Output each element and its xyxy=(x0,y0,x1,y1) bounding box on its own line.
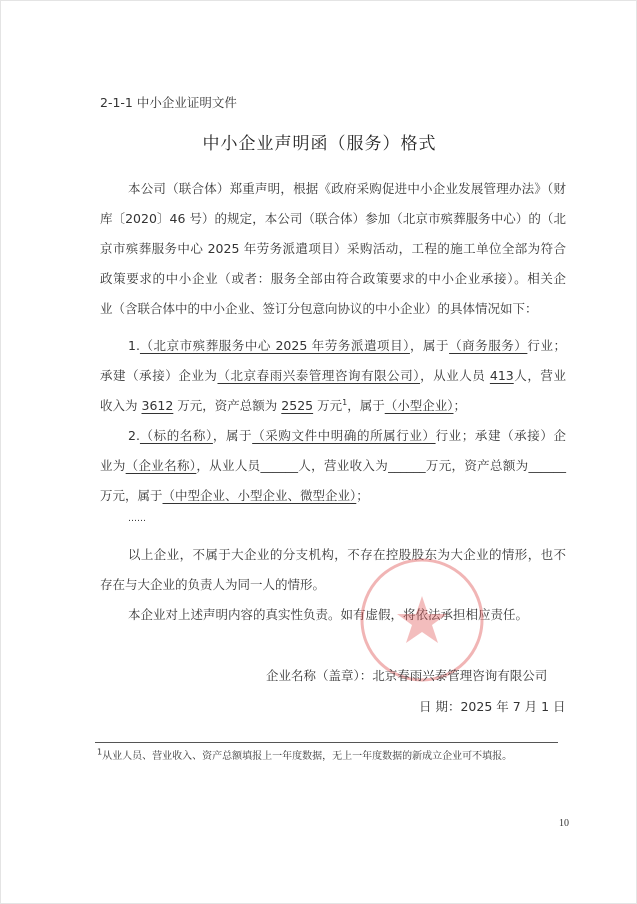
item1-line1 xyxy=(128,336,566,354)
project-name: （北京市殡葬服务中心 2025 年劳务派遣项目） xyxy=(139,338,410,353)
item2-line3 xyxy=(100,486,566,504)
text: ，属于 xyxy=(212,428,253,443)
intro-line: 本公司（联合体）郑重声明，根据《政府采购促进中小企业发展管理办法》（财 xyxy=(128,181,566,196)
footnote-text: 从业人员、营业收入、资产总额填报上一年度数据，无上一年度数据的新成立企业可不填报。 xyxy=(102,751,513,762)
staff-count: 413 xyxy=(489,368,514,383)
text: 人，营业 xyxy=(513,368,566,383)
item2-line2 xyxy=(100,456,566,474)
text: 业为 xyxy=(100,458,126,473)
revenue: 3612 xyxy=(141,398,174,413)
signature-company: 北京春雨兴泰管理咨询有限公司 xyxy=(372,668,548,683)
para2-line: 以上企业，不属于大企业的分支机构，不存在控股股东为大企业的情形，也不 xyxy=(128,547,566,562)
document-title: 中小企业声明函（服务）格式 xyxy=(202,134,437,154)
text: ，从业人员______人，营业收入为______万元，资产总额为______ xyxy=(196,458,566,473)
para2-line: 存在与大企业的负责人为同一人的情形。 xyxy=(100,577,326,592)
ellipsis: …… xyxy=(128,514,146,524)
intro-line: 业（含联合体中的中小企业、签订分包意向协议的中小企业）的具体情况如下： xyxy=(100,301,538,316)
text: 万元，资产总额为 xyxy=(177,398,278,413)
industry: （商务服务） xyxy=(449,338,528,353)
enterprise-size: （小型企业） xyxy=(384,398,454,413)
intro-line: 库〔2020〕46 号）的规定，本公司（联合体）参加（北京市殡葬服务中心）的（北 xyxy=(100,211,566,226)
section-label: 2-1-1 中小企业证明文件 xyxy=(100,95,237,110)
enterprise-size: （中型企业、小型企业、微型企业） xyxy=(162,488,357,503)
company-seal xyxy=(358,556,486,684)
text: ，属于 xyxy=(347,398,385,413)
signature-line xyxy=(266,666,547,684)
text: 万元，属于 xyxy=(100,488,163,503)
company-name: （企业名称） xyxy=(125,458,197,473)
signature-label: 企业名称（盖章）： xyxy=(266,668,373,683)
text: ，属于 xyxy=(409,338,450,353)
text: ，从业人员 xyxy=(420,368,486,383)
text: ； xyxy=(453,398,466,413)
item1-line2 xyxy=(100,366,566,384)
signature-date: 日 期：2025 年 7 月 1 日 xyxy=(419,699,566,714)
footnote-mark: 1 xyxy=(342,397,348,407)
text: 行业； xyxy=(527,338,566,353)
item-number: 2. xyxy=(128,428,140,443)
para3: 本企业对上述声明内容的真实性负责。如有虚假，将依法承担相应责任。 xyxy=(128,607,529,622)
text: 收入为 xyxy=(100,398,138,413)
text: 承建（承接）企业为 xyxy=(100,368,218,383)
intro-line: 政策要求的中小企业（或者：服务全部由符合政策要求的中小企业承接）。相关企 xyxy=(100,271,566,286)
item2-line1 xyxy=(128,426,566,444)
footnote-divider xyxy=(95,742,558,743)
project-name: （标的名称） xyxy=(139,428,213,443)
text: 万元 xyxy=(317,398,343,413)
item-number: 1. xyxy=(128,338,140,353)
assets: 2525 xyxy=(281,398,314,413)
company-name: （北京春雨兴泰管理咨询有限公司） xyxy=(217,368,421,383)
item1-line3 xyxy=(100,396,566,414)
text: ； xyxy=(356,488,369,503)
footnote xyxy=(97,747,512,762)
footnote-mark: 1 xyxy=(97,747,103,757)
industry: （采购文件中明确的所属行业） xyxy=(252,428,436,443)
text: 行业；承建（承接）企 xyxy=(435,428,566,443)
page-number: 10 xyxy=(559,818,569,829)
intro-line: 京市殡葬服务中心 2025 年劳务派遣项目）采购活动，工程的施工单位全部为符合 xyxy=(100,241,566,256)
